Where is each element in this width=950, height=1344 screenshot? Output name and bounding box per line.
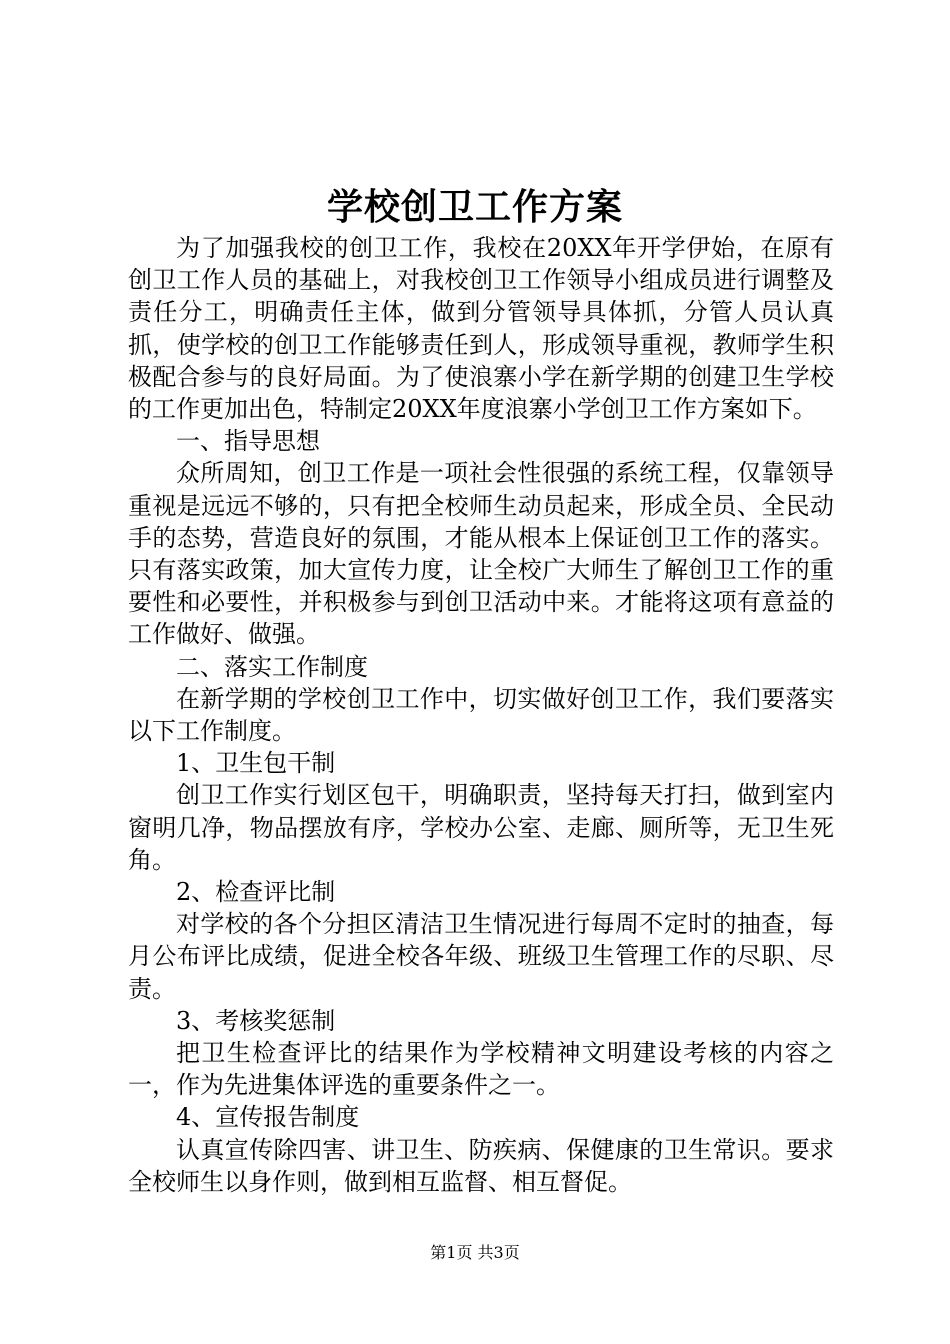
hygiene-responsibility-paragraph: 创卫工作实行划区包干，明确职责，坚持每天打扫，做到室内窗明几净，物品摆放有序，学校办公室、走廊、厕所等，无卫生死角。 xyxy=(128,781,834,874)
work-system-paragraph: 在新学期的学校创卫工作中，切实做好创卫工作，我们要落实以下工作制度。 xyxy=(128,684,834,746)
guiding-ideology-paragraph: 众所周知，创卫工作是一项社会性很强的系统工程，仅靠领导重视是远远不够的，只有把全校师生动员起来，形成全员、全民动手的态势，营造良好的氛围，才能从根本上保证创卫工作的落实。只有落实政策，加大宣传力度，让全校广大师生了解创卫工作的重要性和必要性，并积极参与到创卫活动中来。才能将这项有意益的工作做好、做强。 xyxy=(128,459,834,649)
subheading-assessment: 3、考核奖惩制 xyxy=(176,1006,336,1035)
intro-paragraph: 为了加强我校的创卫工作，我校在20XX年开学伊始，在原有创卫工作人员的基础上，对我校创卫工作领导小组成员进行调整及责任分工，明确责任主体，做到分管领导具体抓，分管人员认真抓，使学校的创卫工作能够责任到人，形成领导重视，教师学生积极配合参与的良好局面。为了使浪寨小学在新学期的创建卫生学校的工作更加出色，特制定20XX年度浪寨小学创卫工作方案如下。 xyxy=(128,234,834,424)
section-heading-work-system: 二、落实工作制度 xyxy=(176,652,368,681)
assessment-paragraph: 把卫生检查评比的结果作为学校精神文明建设考核的内容之一，作为先进集体评选的重要条件之一。 xyxy=(128,1039,834,1100)
document-body xyxy=(128,232,834,1198)
section-heading-guiding-ideology: 一、指导思想 xyxy=(176,427,320,456)
subheading-inspection: 2、检查评比制 xyxy=(176,878,336,907)
page-footer: 第1页 共3页 xyxy=(430,1243,520,1262)
subheading-hygiene-responsibility: 1、卫生包干制 xyxy=(176,749,336,778)
inspection-paragraph: 对学校的各个分担区清洁卫生情况进行每周不定时的抽查，每月公布评比成绩，促进全校各年级、班级卫生管理工作的尽职、尽责。 xyxy=(128,910,834,1003)
subheading-publicity: 4、宣传报告制度 xyxy=(176,1103,360,1132)
document-title: 学校创卫工作方案 xyxy=(326,186,623,228)
publicity-paragraph: 认真宣传除四害、讲卫生、防疾病、保健康的卫生常识。要求全校师生以身作则，做到相互监督、相互督促。 xyxy=(128,1135,834,1196)
